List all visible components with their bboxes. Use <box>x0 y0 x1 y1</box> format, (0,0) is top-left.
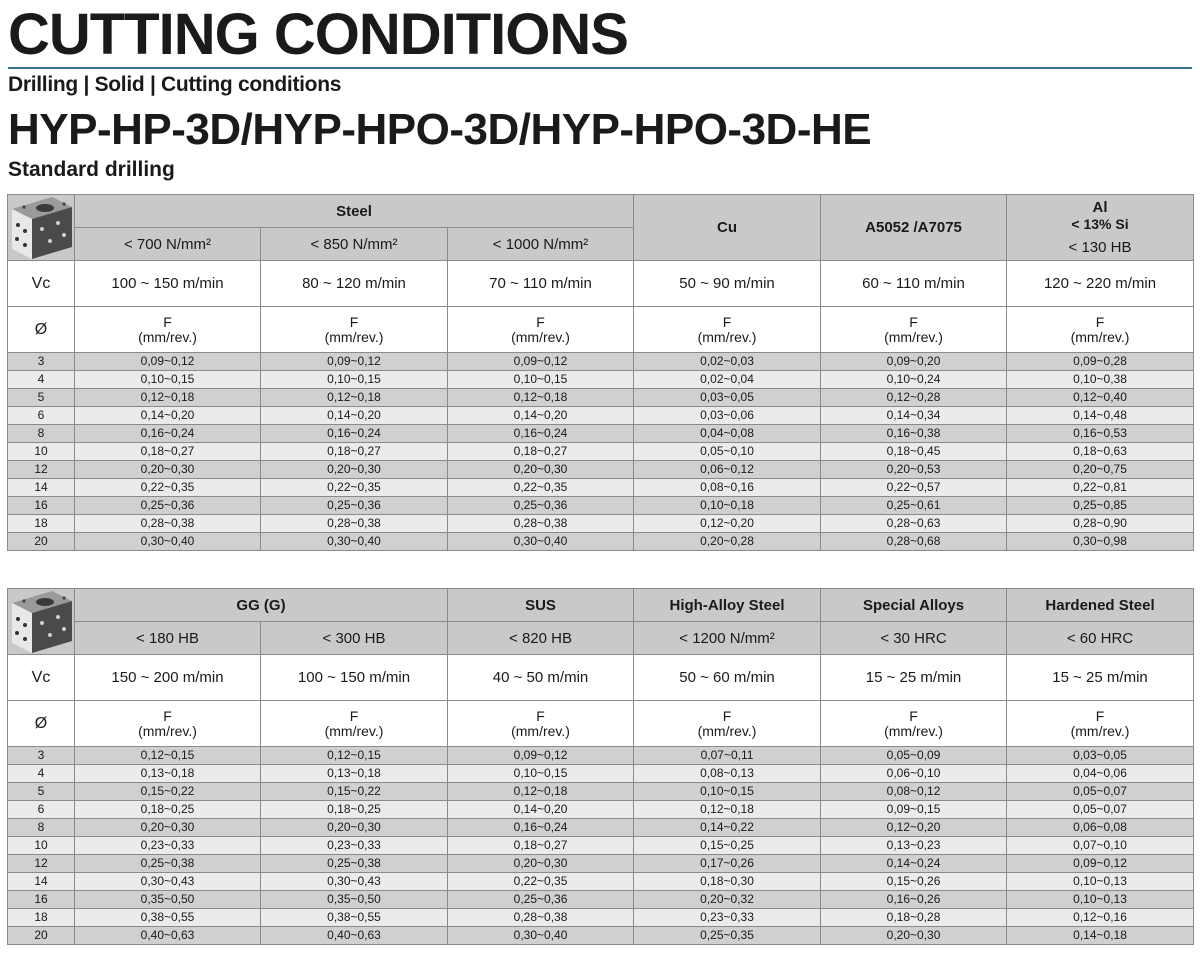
feed-cell: 0,25~0,35 <box>634 927 821 945</box>
diameter-cell: 14 <box>8 479 75 497</box>
table-row <box>8 783 1194 801</box>
feed-cell: 0,35~0,50 <box>261 891 448 909</box>
feed-cell: 0,10~0,24 <box>821 371 1007 389</box>
feed-cell: 0,14~0,18 <box>1007 927 1194 945</box>
table-row <box>8 819 1194 837</box>
feed-cell: 0,10~0,13 <box>1007 873 1194 891</box>
feed-cell: 0,03~0,05 <box>634 389 821 407</box>
table-row <box>8 443 1194 461</box>
feed-cell: 0,18~0,27 <box>75 443 261 461</box>
feed-cell: 0,22~0,57 <box>821 479 1007 497</box>
feed-cell: 0,14~0,48 <box>1007 407 1194 425</box>
feed-cell: 0,09~0,12 <box>75 353 261 371</box>
diameter-cell: 8 <box>8 819 75 837</box>
feed-cell: 0,09~0,15 <box>821 801 1007 819</box>
feed-cell: 0,14~0,34 <box>821 407 1007 425</box>
table-row <box>8 533 1194 551</box>
material-gg: GG (G) <box>75 589 448 622</box>
feed-cell: 0,07~0,11 <box>634 747 821 765</box>
feed-cell: 0,20~0,30 <box>821 927 1007 945</box>
feed-cell: 0,35~0,50 <box>75 891 261 909</box>
feed-cell: 0,20~0,30 <box>448 855 634 873</box>
material-al-hb: < 130 HB <box>1068 239 1132 256</box>
feed-cell: 0,28~0,68 <box>821 533 1007 551</box>
table-row <box>8 873 1194 891</box>
feed-cell: 0,10~0,38 <box>1007 371 1194 389</box>
feed-cell: 0,22~0,35 <box>448 479 634 497</box>
feed-cell: 0,25~0,36 <box>75 497 261 515</box>
feed-cell: 0,18~0,45 <box>821 443 1007 461</box>
table-row <box>8 425 1194 443</box>
feed-cell: 0,30~0,98 <box>1007 533 1194 551</box>
feed-cell: 0,14~0,20 <box>75 407 261 425</box>
feed-cell: 0,16~0,38 <box>821 425 1007 443</box>
vc-value: 50 ~ 90 m/min <box>634 261 821 307</box>
feed-cell: 0,10~0,15 <box>448 765 634 783</box>
feed-cell: 0,05~0,07 <box>1007 801 1194 819</box>
feed-cell: 0,05~0,10 <box>634 443 821 461</box>
feed-cell: 0,16~0,24 <box>75 425 261 443</box>
diameter-cell: 4 <box>8 765 75 783</box>
feed-cell: 0,30~0,40 <box>448 927 634 945</box>
feed-unit-header <box>448 307 634 353</box>
feed-cell: 0,04~0,06 <box>1007 765 1194 783</box>
feed-cell: 0,28~0,38 <box>448 515 634 533</box>
feed-cell: 0,09~0,12 <box>448 353 634 371</box>
diameter-cell: 18 <box>8 515 75 533</box>
feed-label: F <box>536 313 545 330</box>
table-row <box>8 801 1194 819</box>
feed-cell: 0,03~0,06 <box>634 407 821 425</box>
feed-cell: 0,20~0,32 <box>634 891 821 909</box>
feed-cell: 0,20~0,30 <box>261 819 448 837</box>
drill-block-icon <box>8 195 74 260</box>
feed-cell: 0,30~0,43 <box>261 873 448 891</box>
feed-unit: (mm/rev.) <box>884 722 943 739</box>
feed-cell: 0,09~0,12 <box>1007 855 1194 873</box>
feed-cell: 0,17~0,26 <box>634 855 821 873</box>
feed-label: F <box>349 707 359 724</box>
feed-unit: (mm/rev.) <box>1070 328 1130 345</box>
feed-unit-header <box>75 701 261 747</box>
feed-header-row <box>8 307 1194 353</box>
feed-cell: 0,23~0,33 <box>75 837 261 855</box>
vc-value: 100 ~ 150 m/min <box>75 261 261 307</box>
material-hardened-steel: Hardened Steel <box>1007 589 1194 622</box>
condition-sus: < 820 HB <box>448 622 634 655</box>
vc-value: 80 ~ 120 m/min <box>261 261 448 307</box>
material-steel: Steel <box>75 195 634 228</box>
feed-cell: 0,25~0,85 <box>1007 497 1194 515</box>
feed-cell: 0,10~0,15 <box>634 783 821 801</box>
feed-cell: 0,16~0,26 <box>821 891 1007 909</box>
vc-value: 120 ~ 220 m/min <box>1007 261 1194 307</box>
feed-cell: 0,20~0,28 <box>634 533 821 551</box>
material-al-si: < 13% Si <box>1071 216 1129 232</box>
cutting-conditions-table-1 <box>7 194 1194 551</box>
table-row <box>8 371 1194 389</box>
feed-label: F <box>163 707 172 724</box>
table-row <box>8 747 1194 765</box>
feed-label: F <box>163 313 172 330</box>
condition-gg-300: < 300 HB <box>261 622 448 655</box>
feed-cell: 0,25~0,38 <box>75 855 261 873</box>
feed-cell: 0,20~0,30 <box>448 461 634 479</box>
feed-cell: 0,13~0,18 <box>261 765 448 783</box>
feed-cell: 0,05~0,07 <box>1007 783 1194 801</box>
feed-cell: 0,10~0,15 <box>261 371 448 389</box>
feed-cell: 0,03~0,05 <box>1007 747 1194 765</box>
feed-unit-header <box>1007 307 1194 353</box>
title-divider <box>8 67 1192 69</box>
diameter-cell: 14 <box>8 873 75 891</box>
feed-cell: 0,12~0,15 <box>75 747 261 765</box>
feed-cell: 0,04~0,08 <box>634 425 821 443</box>
feed-cell: 0,28~0,38 <box>448 909 634 927</box>
table-row <box>8 855 1194 873</box>
feed-cell: 0,40~0,63 <box>261 927 448 945</box>
table-row <box>8 765 1194 783</box>
feed-cell: 0,18~0,27 <box>448 443 634 461</box>
feed-cell: 0,12~0,28 <box>821 389 1007 407</box>
diameter-cell: 12 <box>8 461 75 479</box>
feed-unit: (mm/rev.) <box>324 328 384 345</box>
feed-cell: 0,12~0,15 <box>261 747 448 765</box>
feed-cell: 0,18~0,25 <box>261 801 448 819</box>
feed-cell: 0,14~0,20 <box>448 407 634 425</box>
feed-unit-header <box>821 701 1007 747</box>
diameter-cell: 20 <box>8 927 75 945</box>
feed-cell: 0,15~0,22 <box>261 783 448 801</box>
feed-unit: (mm/rev.) <box>511 328 570 345</box>
material-icon-cell <box>8 195 75 261</box>
condition-hardened-steel: < 60 HRC <box>1007 622 1194 655</box>
feed-cell: 0,30~0,40 <box>75 533 261 551</box>
material-a5052: A5052 /A7075 <box>821 195 1007 261</box>
table-row <box>8 479 1194 497</box>
feed-unit: (mm/rev.) <box>884 328 943 345</box>
diameter-cell: 20 <box>8 533 75 551</box>
feed-cell: 0,28~0,90 <box>1007 515 1194 533</box>
feed-cell: 0,25~0,36 <box>448 891 634 909</box>
feed-label: F <box>722 313 732 330</box>
feed-cell: 0,02~0,03 <box>634 353 821 371</box>
diameter-cell: 4 <box>8 371 75 389</box>
feed-cell: 0,06~0,10 <box>821 765 1007 783</box>
feed-cell: 0,10~0,18 <box>634 497 821 515</box>
feed-cell: 0,08~0,13 <box>634 765 821 783</box>
section-subtitle: Standard drilling <box>8 158 175 181</box>
feed-cell: 0,09~0,20 <box>821 353 1007 371</box>
feed-cell: 0,22~0,35 <box>448 873 634 891</box>
feed-cell: 0,12~0,16 <box>1007 909 1194 927</box>
condition-steel-1000: < 1000 N/mm² <box>448 228 634 261</box>
breadcrumb: Drilling | Solid | Cutting conditions <box>8 73 342 96</box>
table-row <box>8 515 1194 533</box>
feed-cell: 0,18~0,27 <box>261 443 448 461</box>
feed-cell: 0,16~0,24 <box>448 819 634 837</box>
feed-unit-header <box>448 701 634 747</box>
feed-cell: 0,28~0,63 <box>821 515 1007 533</box>
feed-cell: 0,16~0,53 <box>1007 425 1194 443</box>
material-icon-cell <box>8 589 75 655</box>
material-special-alloys: Special Alloys <box>821 589 1007 622</box>
feed-cell: 0,25~0,36 <box>261 497 448 515</box>
material-al-label: Al <box>1092 199 1108 216</box>
feed-cell: 0,16~0,24 <box>261 425 448 443</box>
feed-label: F <box>1095 707 1105 724</box>
feed-cell: 0,38~0,55 <box>75 909 261 927</box>
feed-cell: 0,06~0,08 <box>1007 819 1194 837</box>
product-heading: HYP-HP-3D/HYP-HPO-3D/HYP-HPO-3D-HE <box>8 105 872 154</box>
table-row <box>8 891 1194 909</box>
cutting-conditions-table-2 <box>7 588 1194 945</box>
feed-cell: 0,28~0,38 <box>75 515 261 533</box>
table-row <box>8 353 1194 371</box>
feed-cell: 0,07~0,10 <box>1007 837 1194 855</box>
diameter-cell: 3 <box>8 353 75 371</box>
vc-value: 150 ~ 200 m/min <box>75 655 261 701</box>
feed-cell: 0,05~0,09 <box>821 747 1007 765</box>
feed-cell: 0,23~0,33 <box>261 837 448 855</box>
feed-cell: 0,20~0,30 <box>75 461 261 479</box>
feed-cell: 0,18~0,25 <box>75 801 261 819</box>
feed-cell: 0,10~0,15 <box>448 371 634 389</box>
feed-cell: 0,12~0,40 <box>1007 389 1194 407</box>
feed-cell: 0,22~0,35 <box>261 479 448 497</box>
material-high-alloy-steel: High-Alloy Steel <box>634 589 821 622</box>
feed-unit-header <box>261 701 448 747</box>
feed-cell: 0,20~0,30 <box>75 819 261 837</box>
diameter-cell: 5 <box>8 389 75 407</box>
feed-cell: 0,14~0,20 <box>448 801 634 819</box>
condition-special-alloys: < 30 HRC <box>821 622 1007 655</box>
feed-cell: 0,18~0,27 <box>448 837 634 855</box>
feed-cell: 0,18~0,30 <box>634 873 821 891</box>
feed-cell: 0,12~0,18 <box>634 801 821 819</box>
material-cu: Cu <box>634 195 821 261</box>
feed-label: F <box>536 707 545 724</box>
feed-cell: 0,10~0,13 <box>1007 891 1194 909</box>
table-row <box>8 461 1194 479</box>
feed-unit: (mm/rev.) <box>324 722 384 739</box>
feed-cell: 0,25~0,61 <box>821 497 1007 515</box>
feed-cell: 0,25~0,38 <box>261 855 448 873</box>
table-row <box>8 407 1194 425</box>
feed-unit: (mm/rev.) <box>511 722 570 739</box>
feed-cell: 0,15~0,25 <box>634 837 821 855</box>
vc-value: 100 ~ 150 m/min <box>261 655 448 701</box>
vc-value: 15 ~ 25 m/min <box>821 655 1007 701</box>
feed-cell: 0,40~0,63 <box>75 927 261 945</box>
feed-cell: 0,13~0,18 <box>75 765 261 783</box>
vc-label: Vc <box>8 261 75 307</box>
feed-cell: 0,30~0,43 <box>75 873 261 891</box>
diameter-cell: 18 <box>8 909 75 927</box>
feed-cell: 0,14~0,24 <box>821 855 1007 873</box>
feed-unit-header <box>634 701 821 747</box>
feed-cell: 0,18~0,28 <box>821 909 1007 927</box>
feed-cell: 0,16~0,24 <box>448 425 634 443</box>
feed-cell: 0,15~0,22 <box>75 783 261 801</box>
feed-cell: 0,08~0,12 <box>821 783 1007 801</box>
feed-unit: (mm/rev.) <box>138 722 197 739</box>
feed-cell: 0,23~0,33 <box>634 909 821 927</box>
feed-cell: 0,12~0,18 <box>75 389 261 407</box>
feed-cell: 0,25~0,36 <box>448 497 634 515</box>
condition-high-alloy: < 1200 N/mm² <box>634 622 821 655</box>
material-al <box>1007 195 1194 261</box>
table-row <box>8 837 1194 855</box>
feed-cell: 0,14~0,20 <box>261 407 448 425</box>
feed-unit: (mm/rev.) <box>697 328 757 345</box>
feed-cell: 0,13~0,23 <box>821 837 1007 855</box>
feed-cell: 0,20~0,30 <box>261 461 448 479</box>
feed-cell: 0,12~0,20 <box>821 819 1007 837</box>
condition-steel-700: < 700 N/mm² <box>75 228 261 261</box>
feed-unit-header <box>821 307 1007 353</box>
feed-cell: 0,18~0,63 <box>1007 443 1194 461</box>
diameter-cell: 5 <box>8 783 75 801</box>
feed-cell: 0,12~0,18 <box>448 783 634 801</box>
diameter-cell: 12 <box>8 855 75 873</box>
feed-cell: 0,09~0,12 <box>261 353 448 371</box>
condition-steel-850: < 850 N/mm² <box>261 228 448 261</box>
feed-cell: 0,12~0,18 <box>261 389 448 407</box>
feed-label: F <box>1095 313 1105 330</box>
page-title: CUTTING CONDITIONS <box>8 2 628 67</box>
feed-cell: 0,08~0,16 <box>634 479 821 497</box>
feed-cell: 0,06~0,12 <box>634 461 821 479</box>
diameter-cell: 6 <box>8 407 75 425</box>
vc-value: 70 ~ 110 m/min <box>448 261 634 307</box>
condition-gg-180: < 180 HB <box>75 622 261 655</box>
feed-cell: 0,20~0,75 <box>1007 461 1194 479</box>
feed-unit-header <box>1007 701 1194 747</box>
feed-cell: 0,02~0,04 <box>634 371 821 389</box>
diameter-cell: 16 <box>8 891 75 909</box>
feed-header-row <box>8 701 1194 747</box>
feed-unit: (mm/rev.) <box>697 722 757 739</box>
feed-cell: 0,12~0,20 <box>634 515 821 533</box>
feed-cell: 0,30~0,40 <box>448 533 634 551</box>
table-row <box>8 497 1194 515</box>
diameter-cell: 10 <box>8 837 75 855</box>
feed-cell: 0,12~0,18 <box>448 389 634 407</box>
feed-cell: 0,09~0,12 <box>448 747 634 765</box>
diameter-cell: 8 <box>8 425 75 443</box>
feed-cell: 0,30~0,40 <box>261 533 448 551</box>
diameter-label: Ø <box>8 701 75 747</box>
material-sus: SUS <box>448 589 634 622</box>
drill-block-icon <box>8 589 74 654</box>
feed-label: F <box>909 313 918 330</box>
feed-cell: 0,22~0,35 <box>75 479 261 497</box>
table-row <box>8 909 1194 927</box>
feed-label: F <box>349 313 359 330</box>
feed-cell: 0,28~0,38 <box>261 515 448 533</box>
diameter-cell: 6 <box>8 801 75 819</box>
vc-value: 40 ~ 50 m/min <box>448 655 634 701</box>
feed-unit-header <box>75 307 261 353</box>
diameter-cell: 3 <box>8 747 75 765</box>
feed-unit-header <box>634 307 821 353</box>
diameter-label: Ø <box>8 307 75 353</box>
feed-cell: 0,20~0,53 <box>821 461 1007 479</box>
feed-cell: 0,10~0,15 <box>75 371 261 389</box>
vc-label: Vc <box>8 655 75 701</box>
diameter-cell: 16 <box>8 497 75 515</box>
table-row <box>8 927 1194 945</box>
diameter-cell: 10 <box>8 443 75 461</box>
vc-value: 60 ~ 110 m/min <box>821 261 1007 307</box>
feed-cell: 0,09~0,28 <box>1007 353 1194 371</box>
feed-cell: 0,14~0,22 <box>634 819 821 837</box>
feed-unit: (mm/rev.) <box>138 328 197 345</box>
vc-value: 15 ~ 25 m/min <box>1007 655 1194 701</box>
vc-value: 50 ~ 60 m/min <box>634 655 821 701</box>
feed-unit: (mm/rev.) <box>1070 722 1130 739</box>
table-row <box>8 389 1194 407</box>
feed-label: F <box>722 707 732 724</box>
feed-cell: 0,22~0,81 <box>1007 479 1194 497</box>
feed-cell: 0,15~0,26 <box>821 873 1007 891</box>
feed-unit-header <box>261 307 448 353</box>
feed-cell: 0,38~0,55 <box>261 909 448 927</box>
feed-label: F <box>909 707 918 724</box>
